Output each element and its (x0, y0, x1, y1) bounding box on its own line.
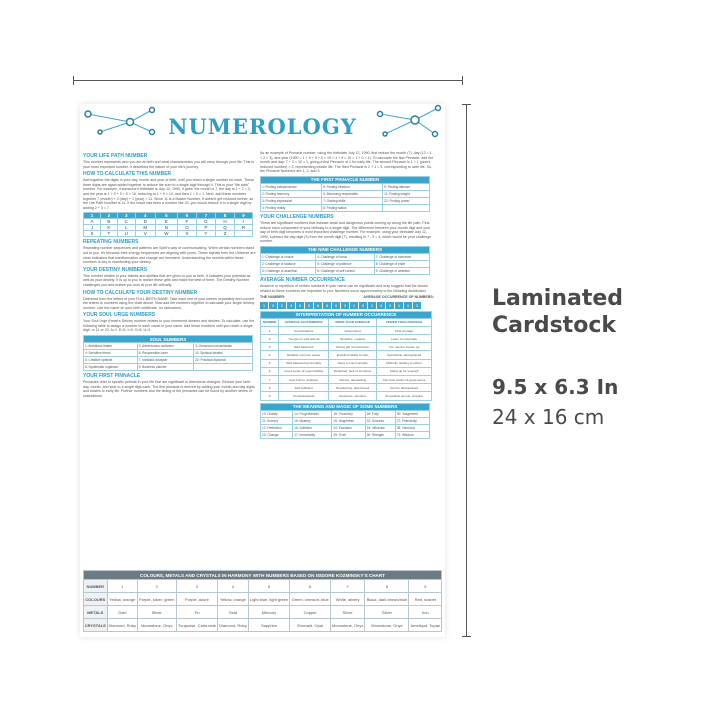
table-cell: Sapphire (248, 619, 290, 632)
letter-number-grid (83, 212, 253, 237)
grid-cell: I (234, 219, 252, 225)
table-cell: Silver (137, 606, 176, 619)
grid-cell: Q (215, 225, 234, 231)
table-cell: Light blue, light green (248, 593, 290, 606)
table-cell: Well balanced (279, 343, 329, 351)
table-cell: Amethyst, Topaz (409, 619, 442, 632)
grid-cell: 4 (135, 213, 155, 219)
table-cell: Purple, silver, green (137, 593, 176, 606)
interpretation-table (260, 311, 432, 401)
grid-cell: T (100, 231, 117, 237)
section-text: This number represents who you are at birth and what characteristics you will carry through your life. This is your most important number. It describes the nature of your life's journey. (83, 160, 254, 169)
grid-cell: Y (196, 231, 215, 237)
section-text: Absence or repetition of certain numbers in your name can be significant and may suggest that the issues related to these numbers are important to you. Numbers occur approximately in the following distribution. (260, 283, 428, 293)
section-text: Add together the digits in your day, month and year of birth, until you reach a single number for each. These three digits are again added together to reduce the sum to a single digit through 9. This is your "life path" number. For example, if someone's birthdate is July 12, 1990, it goes: the month is 7, the day is 1 + 2 = 3, and the year is 1 + 9 + 9 + 0 = 19, reducing to 1 + 9 = 10, and then 1 + 0 = 1. Next, add these numbers together 7 (month) + 3 (day) + 1 (year) = 11. Since 11 is a Master Number, it doesn't get reduced further, so the Life Path Number is 11. If the result had been a number like 23, you would reduce it to a single digit by adding 2 + 3 = 7. (83, 178, 255, 210)
table-cell: Copper (290, 606, 331, 619)
table-cell: Detached, lack of emotions (329, 367, 377, 375)
first-pinnacle-table (260, 176, 430, 212)
strip-number: 6 (314, 302, 322, 309)
table-cell: 3 (261, 343, 279, 351)
grid-cell (234, 231, 252, 237)
table-cell: You need to loosen up (377, 343, 432, 351)
section-text: These are significant numbers that indicate weak and dangerous points coming up along the life path. First, reduce each component of your birthday to a single digit. The difference between your month digit and your day of birth digit becomes a most important challenge number. For example, using your birthdate July 12, 1990, subtract the day digit (3) from the month digit (7), resulting in 7 - 3 = 4, which would be your challenge number. (260, 220, 432, 244)
table-cell: 6 (261, 367, 279, 375)
table-cell: Feel humor, analyser (279, 376, 329, 384)
table-cell: 9: Business planner (137, 364, 194, 371)
table-cell: 5: Challenge of patience (316, 260, 375, 267)
row-label: METALS (84, 606, 108, 619)
table-cell: 4: Finding reality (261, 204, 322, 211)
grid-cell: N (155, 225, 177, 231)
strip-label-2: AVERAGE OCCURRENCE OF NUMBERS: (363, 295, 434, 300)
table-cell: 5 (248, 580, 290, 593)
grid-cell: P (196, 225, 215, 231)
right-column (260, 151, 434, 441)
table-cell: Iron (409, 606, 442, 619)
table-cell: Moonstone, Onyx (137, 619, 176, 632)
grid-cell: E (155, 219, 177, 225)
table-cell: Difficulty relating to others (377, 359, 432, 367)
strip-number: 3 (359, 302, 367, 309)
strip-number: 8 (323, 302, 331, 309)
table-cell: 4: Challenge of focus (316, 253, 375, 260)
strip-number: 3 (341, 302, 349, 309)
grid-cell: G (196, 219, 215, 225)
section-heading: YOUR SOUL URGE NUMBERS (83, 312, 156, 319)
table-cell: Compassionate (279, 392, 329, 400)
row-label: CRYSTALS (84, 619, 108, 632)
table-cell: 5: Finding freedom (322, 183, 383, 190)
numerology-poster (80, 104, 445, 637)
table-cell: 11: Sorcery (261, 417, 293, 424)
section-text: Pinnacles refer to specific periods in your life that are significant in directional changes. Reduce your birth day, month, and year to a single digit each. The first pinnacle is derived by adding your month and day digits and relates to early life. Further numbers and the timing of the pinnacles can be found by another series of calculations. (83, 380, 255, 398)
table-cell: Moonstone, Onyx (365, 619, 409, 632)
table-cell: 13: Change (261, 431, 293, 438)
grid-cell: K (100, 225, 117, 231)
section-heading: HOW TO CALCULATE YOUR DESTINY NUMBER (83, 289, 198, 296)
section-text: Repeating number sequences and patterns are Spirit's way of communicating. When certain numbers stand out to you, it's because their energy frequencies are aligning with yours. These signals from the Universe are clear indicators that transformation and change are imminent. Understanding the secrets within these numbers is key to manifesting your destiny. (83, 246, 256, 265)
table-cell: Can look caution & good sense (377, 376, 432, 384)
table-cell: Purple, azure (176, 593, 218, 606)
section-heading: YOUR LIFE PATH NUMBER (83, 153, 148, 159)
table-cell: Somewhat remote, singular (377, 392, 432, 400)
table-cell: 22: Finding power (383, 197, 430, 204)
table-cell: 16: Sobbism (293, 424, 332, 431)
table-cell: 10: Divinity (261, 410, 293, 417)
grid-cell: H (215, 219, 234, 225)
table-cell: 26: Folly (365, 410, 395, 417)
table-cell: 6: Challenge of self control (316, 267, 375, 274)
material-line-2: Cardstock (492, 313, 616, 338)
table-cell: Silver (330, 606, 364, 619)
strip-number: 9 (332, 302, 340, 309)
table-cell: Strong gift of expression (329, 343, 377, 351)
grid-cell: 9 (234, 213, 252, 219)
grid-cell: D (135, 219, 155, 225)
grid-cell: Z (215, 231, 234, 237)
table-cell: 24: Influence (365, 424, 395, 431)
table-cell: Stand up for yourself (377, 367, 432, 375)
strip-number: 1 (404, 302, 412, 309)
row-label: NUMBER (84, 580, 108, 593)
grid-cell: A (84, 219, 101, 225)
table-cell: 7 (261, 376, 279, 384)
material-label (492, 285, 623, 339)
grid-cell: J (84, 225, 101, 231)
table-cell: 2: Challenge of balance (261, 260, 316, 267)
table-cell: 73: Wisdom (395, 431, 429, 438)
table-cell: Find courage (377, 326, 432, 334)
grid-cell: M (135, 225, 155, 231)
table-cell: You get on well with all (279, 335, 329, 343)
table-cell: 35: Harmony (395, 424, 429, 431)
table-cell: 8 (261, 384, 279, 392)
table-cell: 2: Finding harmony (261, 190, 322, 197)
table-cell: Reliable common sense (279, 351, 329, 359)
table-cell: 26: Strength (365, 431, 395, 438)
strip-labels (260, 295, 434, 300)
table-cell: 5: Responsible carer (137, 350, 194, 357)
table-title: THE NINE CHALLENGE NUMBERS (261, 246, 430, 253)
size-cm: 24 x 16 cm (492, 405, 605, 429)
table-cell: 22: Practical diplomat (194, 357, 253, 364)
section-heading: HOW TO CALCULATE THIS NUMBER (83, 171, 172, 178)
table-cell: Self sufficient (279, 384, 329, 392)
column-header: FEWER THAN AVERAGE (377, 318, 432, 326)
table-cell: Generous, sensitive (329, 392, 377, 400)
strip-number: 5 (305, 302, 313, 309)
table-cell: Can be disorganised (377, 384, 432, 392)
table-cell: 3: Finding expression (261, 197, 322, 204)
strip-number: 1 (350, 302, 358, 309)
table-cell: 2 (137, 580, 176, 593)
table-cell: 22: Success (365, 417, 395, 424)
grid-cell: 2 (100, 213, 117, 219)
grid-cell: L (117, 225, 135, 231)
table-cell: Mercury (248, 606, 290, 619)
table-cell: Intense, demanding (329, 376, 377, 384)
magic-numbers-table (260, 403, 430, 439)
table-cell: 4 (261, 351, 279, 359)
table-cell: Turquoise, Carbuncle (176, 619, 218, 632)
table-cell: 1: Finding independence (261, 183, 322, 190)
table-cell: Headstrong, determined (329, 384, 377, 392)
section-heading: AVERAGE NUMBER OCCURRENCE (260, 276, 345, 283)
table-title: THE FIRST PINNACLE NUMBER (261, 176, 430, 183)
section-text: This number relates to your talents and abilities that are given to you at birth. It indicates your potential as well as your destiny: It is up to you to realize these gifts and make the best of them. The Destiny Number challenges you and makes you look at your life critically. (83, 273, 251, 287)
table-cell: Need to communicate (329, 359, 377, 367)
strip-number: 1 (395, 302, 403, 309)
grid-cell: O (177, 225, 196, 231)
table-cell: 3: Generous humanitarian (194, 343, 253, 350)
grid-cell: 6 (177, 213, 196, 219)
table-cell: 2 (261, 335, 279, 343)
material-line-1: Laminated (492, 286, 624, 311)
table-cell: 2: Adventurous motivator (137, 343, 194, 350)
strip-number: 1 (260, 302, 268, 309)
table-cell: Red, scarlet (409, 593, 442, 606)
grid-cell: R (234, 225, 252, 231)
table-cell: 4: Sensitive friend (84, 350, 138, 357)
table-cell: 11: Spiritual idealist (194, 350, 253, 357)
table-cell: 25: Truth (332, 431, 365, 438)
table-cell: 18: Treachery (332, 410, 365, 417)
table-cell: 1: Challenge of choice (261, 253, 316, 260)
number-strip (260, 302, 434, 309)
table-cell: 3 (176, 580, 218, 593)
table-cell: Green, crimson, blue (290, 593, 331, 606)
table-cell: Moonstone, Onyx (330, 619, 364, 632)
grid-cell: B (100, 219, 117, 225)
height-ruler (466, 104, 467, 637)
table-cell: 8: Challenge of pride (374, 260, 429, 267)
grid-cell: 3 (117, 213, 135, 219)
strip-number: 3 (269, 302, 277, 309)
table-cell: 6 (290, 580, 331, 593)
table-cell: Tin (176, 606, 218, 619)
table-cell: Good sense of responsibility (279, 367, 329, 375)
table-cell: 9: Challenge of ambition (374, 267, 429, 274)
table-cell: 15: Mystery (293, 417, 332, 424)
strip-number: 2 (386, 302, 394, 309)
table-cell: 6: Creative optimist (84, 357, 138, 364)
grid-cell: V (135, 231, 155, 237)
grid-cell: U (117, 231, 135, 237)
table-cell: 9 (409, 580, 442, 593)
section-heading: YOUR FIRST PINNACLE (83, 373, 141, 380)
table-cell: 17: Immortality (293, 431, 332, 438)
table-cell: Diamond, Ruby (218, 619, 248, 632)
grid-cell: X (177, 231, 196, 237)
section-text: As an example of Pinnacle number, using the birthdate July 12, 1990, first reduce the month (7), day (12 = 1 + 2 = 3), and year (1990 = 1 + 9 + 9 + 0 = 19 = 1 + 9 = 10 = 1 + 0 = 1). To calculate the first Pinnacle, add the month and day: 7 + 3 = 10 = 1, giving a first Pinnacle of 1 for early life. The second Pinnacle is 1 + 1 (year's reduced number) = 2, representing middle life. The third Pinnacle is 2 + 1 = 3, corresponding to later life. So, the Pinnacle Numbers are 1, 2, and 3. (260, 151, 434, 174)
table-cell: Gold (107, 606, 137, 619)
table-cell: 9 (261, 392, 279, 400)
section-heading: YOUR CHALLENGE NUMBERS (260, 213, 334, 220)
left-column (83, 151, 257, 400)
table-cell: 8: Systematic organiser (84, 364, 138, 371)
column-header: AVERAGE OCCURRENCE (279, 318, 329, 326)
table-cell (194, 364, 253, 371)
grid-cell: 1 (84, 213, 101, 219)
strip-number: 2 (278, 302, 286, 309)
section-heading: YOUR DESTINY NUMBERS (83, 266, 148, 273)
table-cell: 8: Finding status (322, 204, 383, 211)
grid-cell: 5 (155, 213, 177, 219)
table-cell: 7: Idealistic analyser (137, 357, 194, 364)
table-cell: Gold (218, 606, 248, 619)
section-text: Your Soul Urge (Heart's Desire) number relates to your innermost dreams and desires. To calculate, use the following table to assign a number to each vowel in your name. Add these numbers until you reach a single digit, or 11 or 22. A=1, E=5, I=9, O=6, U=3. (83, 319, 255, 333)
table-cell: 4 (218, 580, 248, 593)
table-title: INTERPRETATION OF NUMBER OCCURRENCE (261, 311, 432, 318)
table-cell: 27: Friendship (395, 417, 429, 424)
row-label: COLOURS (84, 593, 108, 606)
table-cell: 19: Happiness (332, 417, 365, 424)
table-cell: Impractical, disorganised (377, 351, 432, 359)
table-cell: 24: Evolution (332, 424, 365, 431)
table-cell: Sensitive, creative (329, 335, 377, 343)
table-cell: 12: Perfection (261, 424, 293, 431)
nine-challenge-table (260, 246, 430, 275)
strip-number: 4 (377, 302, 385, 309)
grid-cell: 7 (196, 213, 215, 219)
table-cell: Silver (365, 606, 409, 619)
column-header: MORE THAN AVERAGE (329, 318, 377, 326)
table-title: COLOURS, METALS AND CRYSTALS IN HARMONY WITH NUMBERS BASED ON ISIDORE KOZMINSKY'S CHART (84, 571, 442, 580)
table-cell: 1: Ambitious leader (84, 343, 138, 350)
strip-number: 5 (296, 302, 304, 309)
strip-label: THE NUMBER: (260, 295, 286, 300)
table-cell: Learn to cooperate (377, 335, 432, 343)
strip-number: 1 (368, 302, 376, 309)
table-cell: Determined (329, 326, 377, 334)
table-cell: 1 (261, 326, 279, 334)
table-title: THE MEANING AND MAGIC OF SOME NUMBERS (261, 403, 430, 410)
grid-cell: 8 (215, 213, 234, 219)
column-header: NUMBER (261, 318, 279, 326)
poster-title: NUMEROLOGY (168, 114, 357, 139)
kozminsky-chart-table (83, 570, 442, 632)
table-cell: 8 (365, 580, 409, 593)
size-inches: 9.5 x 6.3 In (492, 375, 619, 399)
table-cell: 3: Challenge of assertion (261, 267, 316, 274)
table-cell (383, 204, 430, 211)
table-cell: 7: Challenge of tolerance (374, 253, 429, 260)
table-title: SOUL NUMBERS (84, 336, 253, 343)
table-cell: Well balanced personality (279, 359, 329, 367)
grid-cell: W (155, 231, 177, 237)
width-ruler (73, 80, 463, 81)
grid-cell: C (117, 219, 135, 225)
section-heading: REPEATING NUMBERS (83, 239, 139, 246)
table-cell: 1 (107, 580, 137, 593)
table-cell: 6: Becoming responsible (322, 190, 383, 197)
table-cell: White, silvery (330, 593, 364, 606)
table-cell: 7 (330, 580, 364, 593)
table-cell: Excellent ability to plan (329, 351, 377, 359)
table-cell: 7: Gaining skills (322, 197, 383, 204)
grid-cell: S (84, 231, 101, 237)
section-text: Delivered from the letters of your FULL BIRTH NAME. Take each one of your names separately and convert the letters to numbers using the chart above. Now add the numbers together to calculate your single destiny number. Use the name on your birth certificate, no nicknames. (83, 296, 255, 310)
table-cell: Diamond, Ruby (107, 619, 137, 632)
table-cell: Black, dark brown/blue (365, 593, 409, 606)
table-cell: 9: Finding altruism (383, 183, 430, 190)
strip-number: 4 (287, 302, 295, 309)
table-cell: 14: Forgetfulness (293, 410, 332, 417)
table-cell: Emerald, Opal (290, 619, 331, 632)
table-cell: 11: Finding insight (383, 190, 430, 197)
table-cell: 30: Judgement (395, 410, 429, 417)
table-cell: Yellow, orange (218, 593, 248, 606)
soul-numbers-table (83, 335, 253, 371)
table-cell: Good balance (279, 326, 329, 334)
strip-number: 3 (413, 302, 421, 309)
table-cell: Yellow, orange (107, 593, 137, 606)
table-cell: 5 (261, 359, 279, 367)
grid-cell: F (177, 219, 196, 225)
